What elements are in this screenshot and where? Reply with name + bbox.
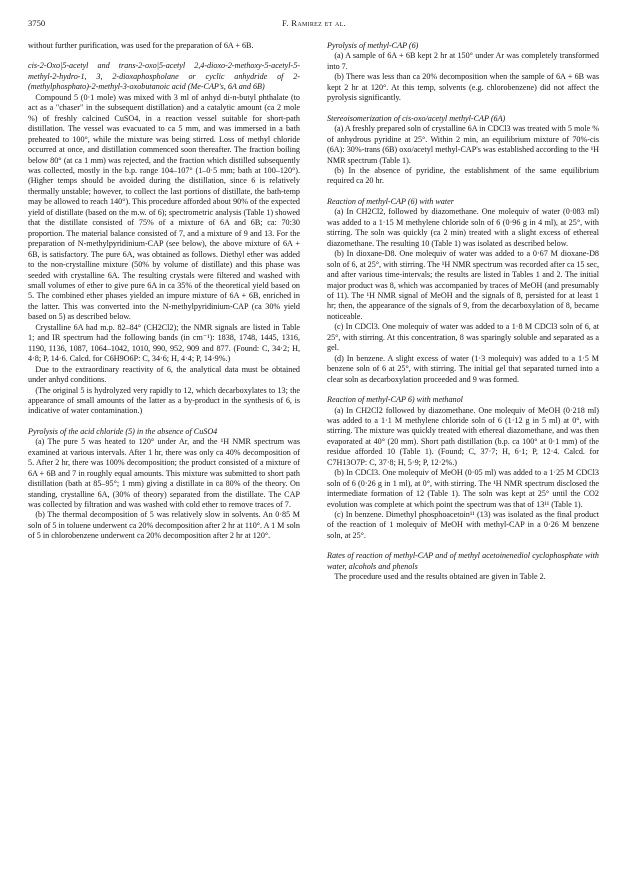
section-heading-reaction-methanol: Reaction of methyl-CAP 6) with methanol — [327, 395, 463, 405]
paragraph-crystalline-6a: Crystalline 6A had m.p. 82–84° (CH2Cl2); the NMR signals are listed in Table 1; and IR spectrum had the following bands (in cm⁻¹): 1838, 1748, 1445, 1316, 1190, 1136, 1087, 1064–1042, 1010, 990, 952, 909 and 877. (Found: C, 34·2; H, 4·8; P, 14·6. Calcd. for C6H9O6P: C, 34·6; H, 4·4; P, 14·9%.) — [28, 322, 300, 364]
running-title: F. Ramirez et al. — [282, 18, 346, 28]
left-column — [28, 41, 300, 542]
paragraph-methanol-c: (c) In benzene. Dimethyl phosphoacetoin¹¹ (13) was isolated as the final product of the reaction of 1 molequiv of MeOH with methyl-CAP in a 0·26 M benzene soln, at 25°. — [327, 510, 599, 540]
paragraph-water-c: (c) In CDCl3. One molequiv of water was added to a 1·8 M CDCl3 soln of 6, at 25°, with stirring. At this concentration, 8 was sparingly soluble and separated as a gel. — [327, 322, 599, 353]
section-heading-rates: Rates of reaction of methyl-CAP and of methyl acetoinenediol cyclophosphate with water, alcohols and phenols — [327, 551, 599, 571]
paragraph-procedure: Compound 5 (0·1 mole) was mixed with 3 ml of anhyd di-n-butyl phthalate (to act as a "chaser" in the subsequent distillation) and a catalytic amount (ca 2 mole %) of freshly calcined CuSO4, in a reaction vessel suitable for short-path distillation. The vessel was evacuated to ca 5 mm, and was immersed in a bath preheated to 100°, while the mixture was being stirred. Loss of methyl chloride occurred at once, and distillation commenced soon thereafter. The fraction boiling below 80° (at ca 1 mm) was rejected, and the fraction which distilled subsequently was collected, mostly in the b.p. range 104–107° (1–0·5 mm; bath at 100–120°). (Higher temps should be avoided during the distillation, since 6 is relatively thermally unstable; however, to collect the last portions of distillate, the bath-temp may be allowed to reach 140°). This procedure afforded about 90% of the expected yield of distillate (based on the m.w. of 6); spectrometric analysis (Table 1) showed that the distillate consisted of 75% of a mixture of 6A and 6B; ca: 70:30 proportion. The material balance consisted of 7, and a mixture of 9 and 13. For the preparation of N-methylpyridinium-CAP (see below), the above mixture of 6A + 6B, is satisfactory. The pure 6A, was obtained as follows. Diethyl ether was added to the non-crystalline mixture (50% by volume of distillate) and this phase was seeded with crystalline 6A. The resulting crystals were filtered and washed with small volumes of ether to give pure 6A in ca 35% of the theoretical yield based on 5. The combined ether phases yielded an impure mixture of 6A + 6B, enriched in the latter. This was converted into the N-methylpyridinium-CAP (ca 30% yield based on 5) as described below. — [28, 92, 300, 322]
right-column — [327, 41, 599, 583]
paragraph-rates: The procedure used and the results obtained are given in Table 2. — [334, 572, 546, 582]
section-heading-pyrolysis-methyl-cap: Pyrolysis of methyl-CAP (6) — [327, 41, 419, 50]
paragraph-pyrolysis-6-a: (a) A sample of 6A + 6B kept 2 hr at 150° under Ar was completely transformed into 7. — [327, 51, 599, 71]
section-heading-me-cap-preparation: cis-2-Oxo|5-acetyl and trans-2-oxo|5-acetyl 2,4-dioxo-2-methoxy-5-acetyl-5-methyl-2-hydro-1, 3, 2-dioxaphospholane or cyclic anhydride of 2-(methylphosphato)-2-methyl-3-oxobutanoic acid (Me-CAP's, 6A and 6B) — [28, 61, 300, 92]
paragraph-pyrolysis-6-b: (b) There was less than ca 20% decomposition when the sample of 6A + 6B was kept 2 hr at 120°. At this temp, solvents (e.g. chlorobenzene) did not affect the pyrolysis significantly. — [327, 72, 599, 103]
paragraph-methanol-b: (b) In CDCl3. One molequiv of MeOH (0·05 ml) was added to a 1·25 M CDCl3 soln of 6 (0·26 g in 1 ml), at 0°, with stirring. The ¹H NMR spectrum disclosed the intermediate formation of 12 (Table 1). The soln was kept at 25° until the CO2 evolution was complete at which point the spectrum was that of 13¹¹ (Table 1). — [327, 468, 599, 509]
page-header — [28, 18, 600, 32]
page-number: 3750 — [28, 18, 46, 28]
paragraph-pyrolysis-a: (a) The pure 5 was heated to 120° under Ar, and the ¹H NMR spectrum was examined at various intervals. After 1 hr, there was only ca 40% decomposition of 5. After 2 hr, there was 100% decomposition; the product consisted of a mixture of 6A + 6B and 7 in roughly equal amounts. This mixture was submitted to short path distillation (bath at 85–95°; 1 mm) giving a distillate in ca 80% of the theory. On standing, crystalline 6A, (30% of theory) separated from the distillate. The CAP was collected by filtration and was washed with cold ether to remove traces of 7. — [28, 437, 300, 510]
paragraph-methanol-a: (a) In CH2Cl2 followed by diazomethane. One molequiv of MeOH (0·218 ml) was added to a 1·1 M methylene chloride soln of 6 (1·12 g in 5 ml) at 0°, with stirring. The mixture was quickly treated with ethereal diazomethane, and was then evaporated at 40° (20 mm). Short path distillation (b.p. ca 100° at 0·1 mm) of the residue afforded 10 (Table 1). (Found; C, 37·7; H, 6·1; P, 12·4. Calcd. for C7H13O7P: C, 37·8; H, 5·9; P, 12·2%.) — [327, 405, 599, 467]
paragraph-water-b: (b) In dioxane-D8. One molequiv of water was added to a 0·67 M dioxane-D8 soln of 6, at 25°, with stirring. The ¹H NMR spectrum was recorded after ca 15 sec, and after various time-intervals; the results are listed in Tables 1 and 2. The initial major product was 8, which was accompanied by traces of MeOH (and presumably of 11). The ¹H NMR signal of MeOH and the signals of 8, persisted for at least 1 hr; then, the appearance of the signals of 9, from the decarboxylation of 8, became noticeable. — [327, 249, 599, 321]
section-heading-reaction-water: Reaction of methyl-CAP (6) with water — [327, 196, 454, 206]
paragraph-pyrolysis-b: (b) The thermal decomposition of 5 was relatively slow in solvents. An 0·85 M soln of 5 in toluene underwent ca 20% decomposition after 2 hr at 110°. A 1 M soln of 5 in chlorobenzene underwent ca 20% decomposition after 2 hr at 120°. — [28, 510, 300, 541]
paragraph-stereo-b: (b) In the absence of pyridine, the establishment of the same equilibrium required ca 20 hr. — [327, 165, 599, 186]
section-heading-pyrolysis-acid-chloride: Pyrolysis of the acid chloride (5) in the absence of CuSO4 — [28, 426, 218, 436]
paragraph-stereo-a: (a) A freshly prepared soln of crystalline 6A in CDCl3 was treated with 5 mole % of anhydrous pyridine at 25°. Within 2 min, an equilibrium mixture of 70%-cis (6A): 30%-trans (6B) oxo/acetyl methyl-CAP's was established according to the ¹H NMR spectrum (Table 1). — [327, 124, 600, 165]
paragraph-continuation: without further purification, was used for the preparation of 6A + 6B. — [28, 41, 254, 50]
paragraph-hydrolysis-note: (The original 5 is hydrolyzed very rapidly to 12, which decarboxylates to 13; the appearance of small amounts of the latter as a by-product in the synthesis of 6, is indicative of water contamination.) — [28, 385, 300, 416]
paragraph-water-a: (a) In CH2Cl2, followed by diazomethane. One molequiv of water (0·083 ml) was added to a 1·15 M methylene chloride soln of 6 (0·96 g in 4 ml), at 25°, with stirring. The soln was quickly (ca 2 min) treated with a slight excess of ethereal diazomethane. The resulting 10 (Table 1) was isolated as described below. — [327, 207, 599, 248]
paragraph-reactivity-note: Due to the extraordinary reactivity of 6, the analytical data must be obtained under anhyd conditions. — [28, 364, 300, 385]
paragraph-water-d: (d) In benzene. A slight excess of water (1·3 molequiv) was added to a 1·5 M benzene soln of 6 at 25°, with stirring. The initial gel that separated turned into a clear soln as decarboxylation proceeded and 9 was formed. — [327, 353, 599, 384]
section-heading-stereoisomerization: Stereoisomerization of cis-oxo/acetyl methyl-CAP (6A) — [327, 113, 506, 123]
